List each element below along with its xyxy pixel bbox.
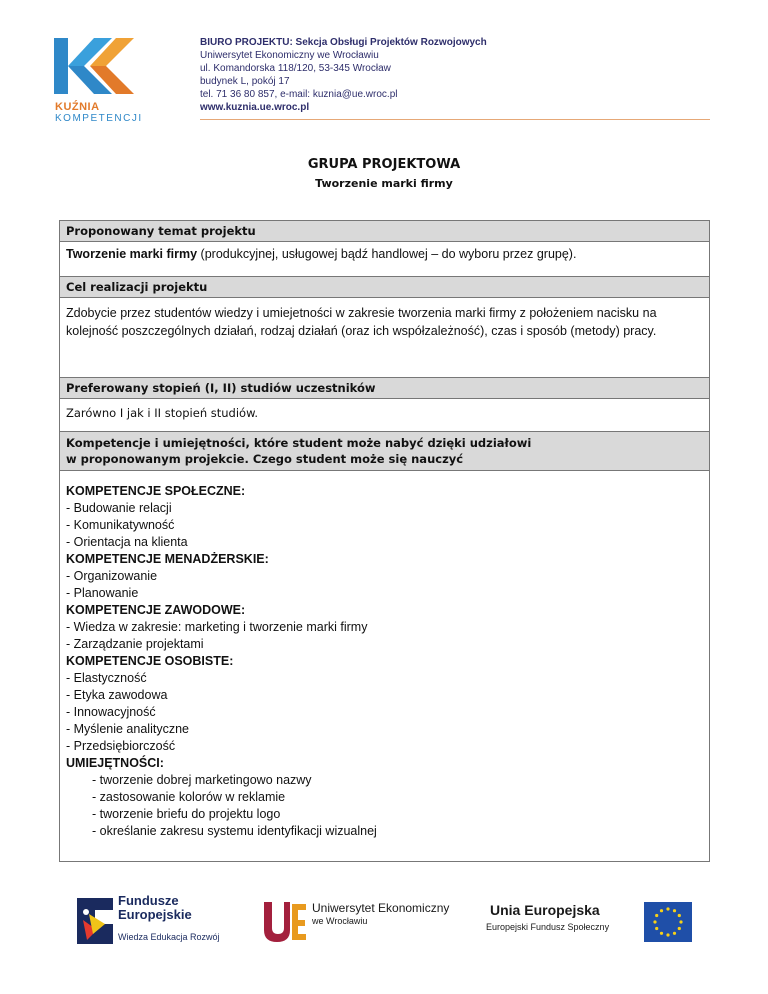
topic-content (60, 242, 709, 277)
competency-item: - Elastyczność (66, 671, 147, 685)
ue-city: we Wrocławiu (312, 916, 368, 926)
office-contact-block (200, 36, 487, 114)
eu-star-icon (666, 907, 669, 910)
eu-star-icon (653, 920, 656, 923)
goal-header: Cel realizacji projektu (60, 277, 709, 298)
competency-item: - Wiedza w zakresie: marketing i tworzenie marki firmy (66, 620, 368, 634)
office-address: ul. Komandorska 118/120, 53-345 Wrocław (200, 63, 391, 74)
eu-star-icon (673, 932, 676, 935)
topic-rest: (produkcyjnej, usługowej bądź handlowej – do wyboru przez grupę). (197, 247, 577, 261)
eu-star-icon (655, 914, 658, 917)
competency-item: - Orientacja na klienta (66, 535, 188, 549)
eu-star-icon (673, 909, 676, 912)
ue-name: Uniwersytet Ekonomiczny (312, 901, 450, 915)
competency-item: - Organizowanie (66, 569, 158, 583)
document-subtitle: Tworzenie marki firmy (315, 177, 453, 190)
eu-star-icon (679, 920, 682, 923)
eu-flag-icon (644, 902, 692, 942)
fe-line2: Europejskie (118, 907, 192, 922)
competency-category: KOMPETENCJE SPOŁECZNE: (66, 484, 246, 498)
level-content (60, 399, 709, 432)
goal-content: Zdobycie przez studentów wiedzy i umiejetności w zakresie tworzenia marki firmy z położeniem nacisku na kolejność poszczególnych działań, rodzaj działań (oraz ich współzależność), czas i sposób (metody) pracy. (60, 298, 709, 378)
competency-item: - Etyka zawodowa (66, 688, 168, 702)
project-table (59, 220, 710, 862)
ue-wroclaw-logo (260, 900, 308, 944)
competency-category: UMIEJĘTNOŚCI: (66, 756, 164, 770)
eu-star-icon (660, 932, 663, 935)
office-title: BIURO PROJEKTU: Sekcja Obsługi Projektów Rozwojowych (200, 37, 487, 48)
office-university: Uniwersytet Ekonomiczny we Wrocławiu (200, 50, 379, 61)
fe-line1: Fundusze (118, 893, 179, 908)
competency-item: - Budowanie relacji (66, 501, 172, 515)
office-phone-email: tel. 71 36 80 857, e-mail: kuznia@ue.wroc.pl (200, 89, 398, 100)
fundusze-europejskie-logo (75, 896, 115, 946)
competency-item: - Planowanie (66, 586, 139, 600)
competency-item: - Przedsiębiorczość (66, 739, 176, 753)
competency-item: - Zarządzanie projektami (66, 637, 204, 651)
skills-header (60, 432, 709, 471)
eu-star-icon (655, 927, 658, 930)
eu-star-icon (666, 933, 669, 936)
skills-content (60, 471, 709, 862)
competency-list (66, 483, 703, 840)
fundusze-europejskie-text (118, 894, 192, 922)
competency-item: - Innowacyjność (66, 705, 156, 719)
skills-header-line1: Kompetencje i umiejętności, które student może nabyć dzięki udziałowi (66, 436, 532, 450)
eu-title: Unia Europejska (490, 902, 600, 918)
header-divider (200, 119, 710, 120)
skills-header-line2: w proponowanym projekcie. Czego student może się nauczyć (66, 452, 464, 466)
competency-item: - określanie zakresu systemu identyfikacji wizualnej (92, 824, 377, 838)
document-title: GRUPA PROJEKTOWA (307, 157, 461, 172)
competency-item: - tworzenie briefu do projektu logo (92, 807, 281, 821)
eu-star-icon (678, 927, 681, 930)
competency-item: - Komunikatywność (66, 518, 175, 532)
level-header: Preferowany stopień (I, II) studiów uczestników (60, 378, 709, 399)
topic-bold: Tworzenie marki firmy (66, 247, 198, 261)
topic-header: Proponowany temat projektu (60, 221, 709, 242)
fe-subtitle: Wiedza Edukacja Rozwój (118, 932, 220, 942)
logo-text-kuznia: KUŹNIA (55, 101, 100, 113)
competency-category: KOMPETENCJE MENADŻERSKIE: (66, 552, 269, 566)
level-text: Zarówno I jak i II stopień studiów. (66, 406, 259, 420)
office-website-link[interactable]: www.kuznia.ue.wroc.pl (200, 102, 310, 113)
office-room: budynek L, pokój 17 (200, 76, 290, 87)
logo-text-kompetencji: KOMPETENCJI (55, 113, 143, 124)
competency-category: KOMPETENCJE ZAWODOWE: (66, 603, 246, 617)
competency-item: - zastosowanie kolorów w reklamie (92, 790, 286, 804)
eu-star-icon (678, 914, 681, 917)
competency-category: KOMPETENCJE OSOBISTE: (66, 654, 234, 668)
footer-logos (0, 890, 768, 950)
eu-star-icon (660, 909, 663, 912)
competency-item: - Myślenie analityczne (66, 722, 189, 736)
competency-item: - tworzenie dobrej marketingowo nazwy (92, 773, 312, 787)
eu-subtitle: Europejski Fundusz Społeczny (486, 922, 610, 932)
